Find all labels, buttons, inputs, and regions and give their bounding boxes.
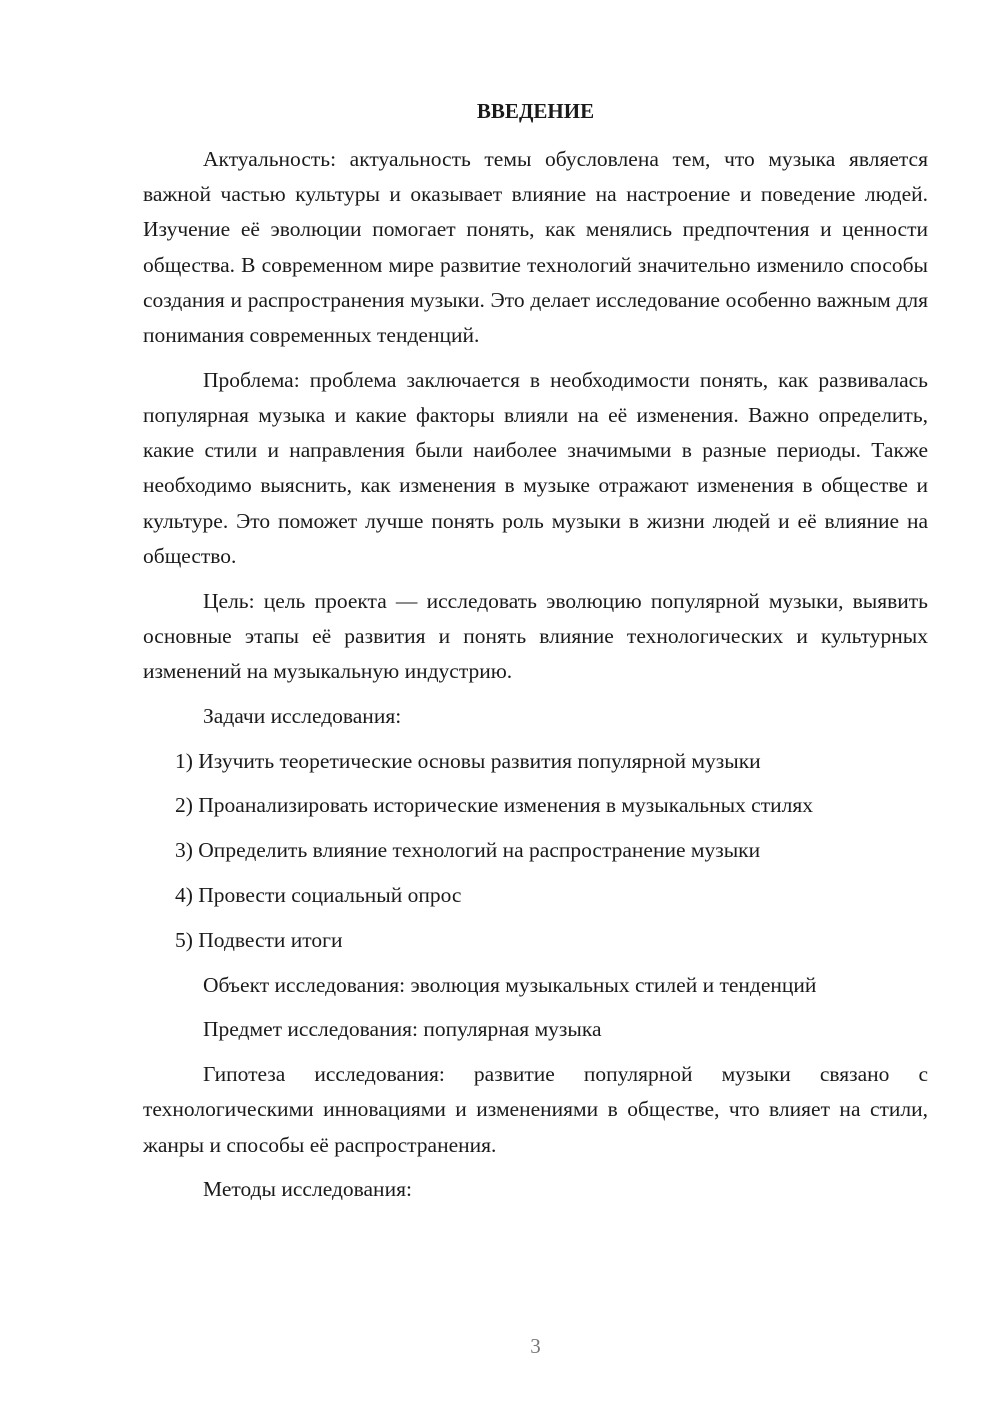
paragraph-relevance: Актуальность: актуальность темы обусловлена тем, что музыка является важной частью культуры и оказывает влияние на настроение и поведение людей. Изучение её эволюции помогает понять, как менялись предпочтения и ценности общества. В современном мире развитие технологий значительно изменило способы создания и распространения музыки. Это делает исследование особенно важным для понимания современных тенденций. — [143, 147, 928, 348]
list-item: 4) Провести социальный опрос — [175, 883, 462, 908]
paragraph-hypothesis: Гипотеза исследования: развитие популярной музыки связано с технологическими инновациями и изменениями в обществе, что влияет на стили, жанры и способы её распространения. — [143, 1062, 928, 1157]
paragraph-goal: Цель: цель проекта — исследовать эволюцию популярной музыки, выявить основные этапы её развития и понять влияние технологических и культурных изменений на музыкальную индустрию. — [143, 588, 928, 684]
paragraph-object: Объект исследования: эволюция музыкальных стилей и тенденций — [203, 972, 817, 997]
paragraph-tasks-heading: Задачи исследования: — [203, 703, 402, 728]
list-item: 5) Подвести итоги — [175, 927, 343, 952]
body-text — [143, 142, 928, 1217]
document-page — [143, 0, 928, 1414]
paragraph-methods-heading: Методы исследования: — [203, 1177, 412, 1202]
list-item: 2) Проанализировать исторические изменения в музыкальных стилях — [175, 793, 813, 818]
paragraph-subject: Предмет исследования: популярная музыка — [203, 1017, 602, 1042]
page-title: ВВЕДЕНИЕ — [476, 99, 595, 123]
page-number: 3 — [530, 1334, 541, 1358]
list-item: 1) Изучить теоретические основы развития популярной музыки — [175, 748, 761, 773]
list-item: 3) Определить влияние технологий на распространение музыки — [175, 838, 761, 863]
paragraph-problem: Проблема: проблема заключается в необходимости понять, как развивалась популярная музыка и какие факторы влияли на её изменения. Важно определить, какие стили и направления были наиболее значимыми в разные периоды. Также необходимо выяснить, как изменения в музыке отражают изменения в обществе и культуре. Это поможет лучше понять роль музыки в жизни людей и её влияние на общество. — [143, 367, 928, 568]
